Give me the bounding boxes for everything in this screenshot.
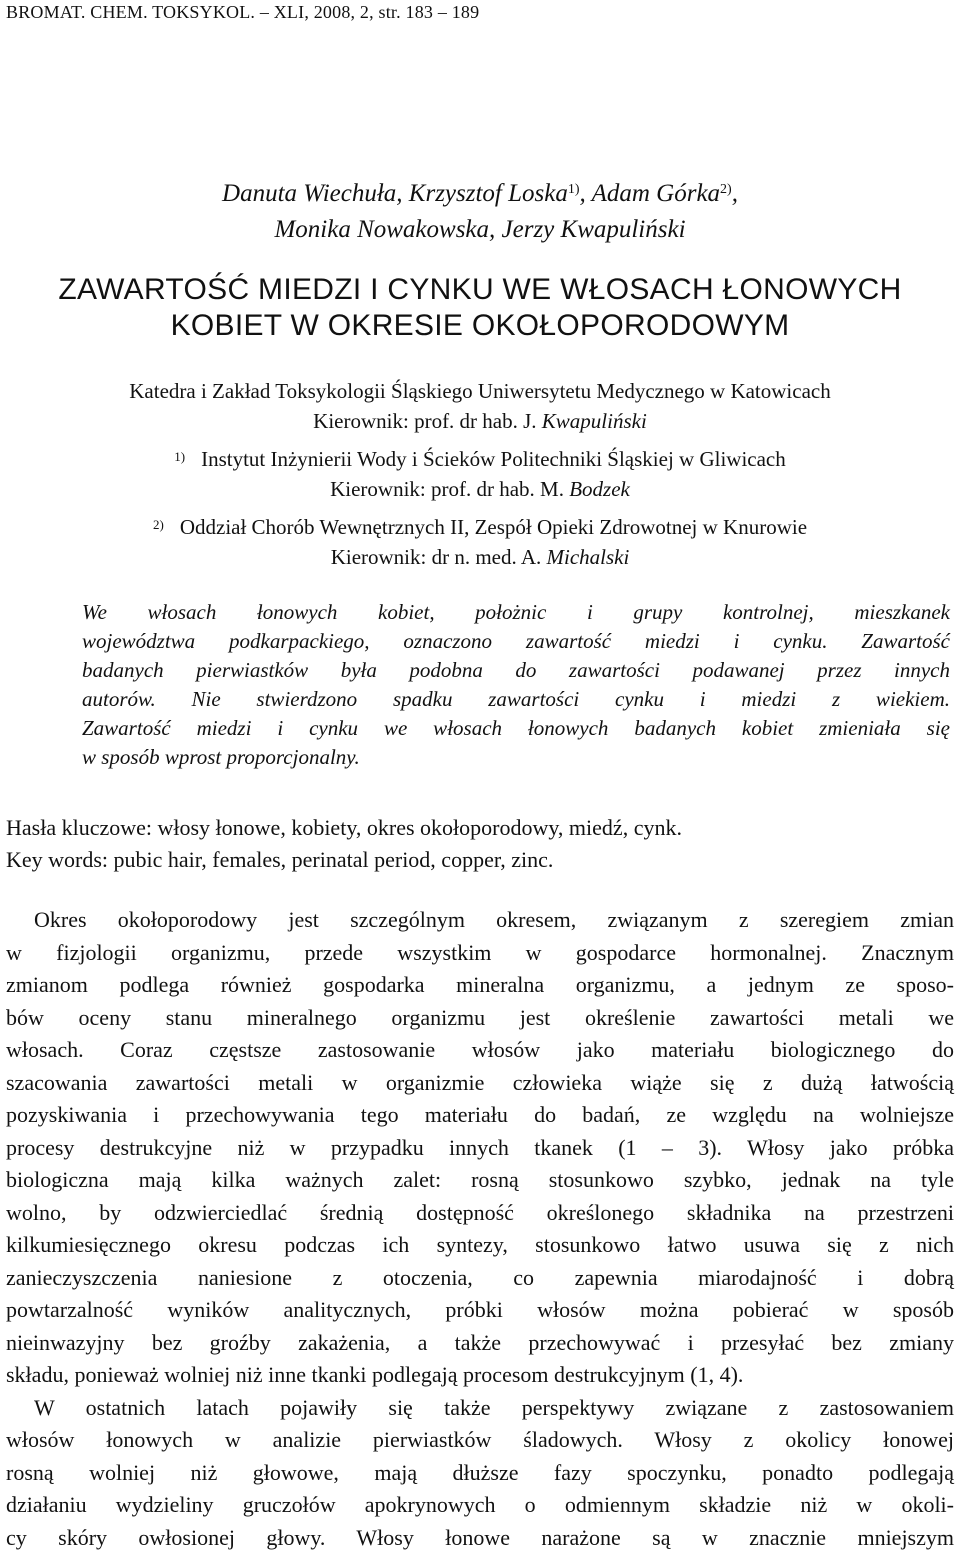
keywords-en: Key words: pubic hair, females, perinatal period, copper, zinc.: [6, 844, 954, 876]
body-text: [6, 904, 954, 1554]
body-line: rosną wolniej niż głowowe, mają dłuższe fazy spoczynku, ponadto podlegają: [6, 1457, 954, 1490]
affiliation-number: 2): [153, 517, 164, 532]
affiliation-head: Kierownik: dr n. med. A. Michalski: [0, 542, 960, 572]
body-line: działaniu wydzieliny gruczołów apokrynowych o odmiennym składzie niż w okoli-: [6, 1489, 954, 1522]
body-line: włosach. Coraz częstsze zastosowanie włosów jako materiału biologicznego do: [6, 1034, 954, 1067]
abstract-line: We włosach łonowych kobiet, położnic i grupy kontrolnej, mieszkanek: [82, 598, 950, 627]
body-line: cy skóry owłosionej głowy. Włosy łonowe narażone są w znacznie mniejszym: [6, 1522, 954, 1554]
abstract-line: badanych pierwiastków była podobna do zawartości podawanej przez innych: [82, 656, 950, 685]
title-line-2: KOBIET W OKRESIE OKOŁOPORODOWYM: [0, 308, 960, 344]
affiliation-name: $^{1)}$ Instytut Inżynierii Wody i Ścieków Politechniki Śląskiej w Gliwicach: [0, 444, 960, 474]
body-line: biologiczna mają kilka ważnych zalet: rosną stosunkowo szybko, jednak na tyle: [6, 1164, 954, 1197]
body-line: powtarzalność wyników analitycznych, próbki włosów można pobierać w sposób: [6, 1294, 954, 1327]
abstract-line: autorów. Nie stwierdzono spadku zawartości cynku i miedzi z wiekiem.: [82, 685, 950, 714]
body-line: wolno, by odzwierciedlać średnią dostępność określonego składnika na przestrzeni: [6, 1197, 954, 1230]
journal-header: BROMAT. CHEM. TOKSYKOL. – XLI, 2008, 2, str. 183 – 189: [6, 2, 479, 23]
authors-line-2: Monika Nowakowska, Jerzy Kwapuliński: [0, 212, 960, 248]
authors: [0, 176, 960, 248]
affiliation-ref: 2): [720, 182, 732, 197]
affiliation-ref: 1): [568, 182, 580, 197]
affiliations: [0, 376, 960, 572]
body-line: bów oceny stanu mineralnego organizmu jest określenie zawartości metali we: [6, 1002, 954, 1035]
affiliation-number: 1): [174, 449, 185, 464]
body-line: pozyskiwania i przechowywania tego materiału do badań, ze względu na wolniejsze: [6, 1099, 954, 1132]
body-line: nieinwazyjny bez groźby zakażenia, a także przechowywać i przesyłać bez zmiany: [6, 1327, 954, 1360]
paper-title: [0, 272, 960, 344]
body-line: włosów łonowych w analizie pierwiastków śladowych. Włosy z okolicy łonowej: [6, 1424, 954, 1457]
keywords: [6, 812, 954, 876]
abstract-line: województwa podkarpackiego, oznaczono zawartość miedzi i cynku. Zawartość: [82, 627, 950, 656]
abstract-line: w sposób wprost proporcjonalny.: [82, 743, 950, 772]
body-line: szacowania zawartości metali w organizmie człowieka wiąże się z dużą łatwością: [6, 1067, 954, 1100]
affiliation-name: Katedra i Zakład Toksykologii Śląskiego Uniwersytetu Medycznego w Katowicach: [0, 376, 960, 406]
keywords-pl: Hasła kluczowe: włosy łonowe, kobiety, okres okołoporodowy, miedź, cynk.: [6, 812, 954, 844]
body-line: kilkumiesięcznego okresu podczas ich syntezy, stosunkowo łatwo usuwa się z nich: [6, 1229, 954, 1262]
body-line: w fizjologii organizmu, przede wszystkim w gospodarce hormonalnej. Znacznym: [6, 937, 954, 970]
body-line: Okres okołoporodowy jest szczególnym okresem, związanym z szeregiem zmian: [6, 904, 954, 937]
affiliation-head: Kierownik: prof. dr hab. M. Bodzek: [0, 474, 960, 504]
title-line-1: ZAWARTOŚĆ MIEDZI I CYNKU WE WŁOSACH ŁONOWYCH: [0, 272, 960, 308]
affiliation-head: Kierownik: prof. dr hab. J. Kwapuliński: [0, 406, 960, 436]
authors-line-1: Danuta Wiechuła, Krzysztof Loska$^{1)}$, Adam Górka$^{2)}$,: [0, 176, 960, 212]
body-line: W ostatnich latach pojawiły się także perspektywy związane z zastosowaniem: [6, 1392, 954, 1425]
body-line: zmianom podlega również gospodarka mineralna organizmu, a jednym ze sposo-: [6, 969, 954, 1002]
body-line: procesy destrukcyjne niż w przypadku innych tkanek (1 – 3). Włosy jako próbka: [6, 1132, 954, 1165]
body-line: składu, ponieważ wolniej niż inne tkanki podlegają procesom destrukcyjnym (1, 4).: [6, 1359, 954, 1392]
abstract: [82, 598, 950, 772]
affiliation-name: $^{2)}$ Oddział Chorób Wewnętrznych II, Zespół Opieki Zdrowotnej w Knurowie: [0, 512, 960, 542]
abstract-line: Zawartość miedzi i cynku we włosach łonowych badanych kobiet zmieniała się: [82, 714, 950, 743]
body-line: zanieczyszczenia naniesione z otoczenia, co zapewnia miarodajność i dobrą: [6, 1262, 954, 1295]
